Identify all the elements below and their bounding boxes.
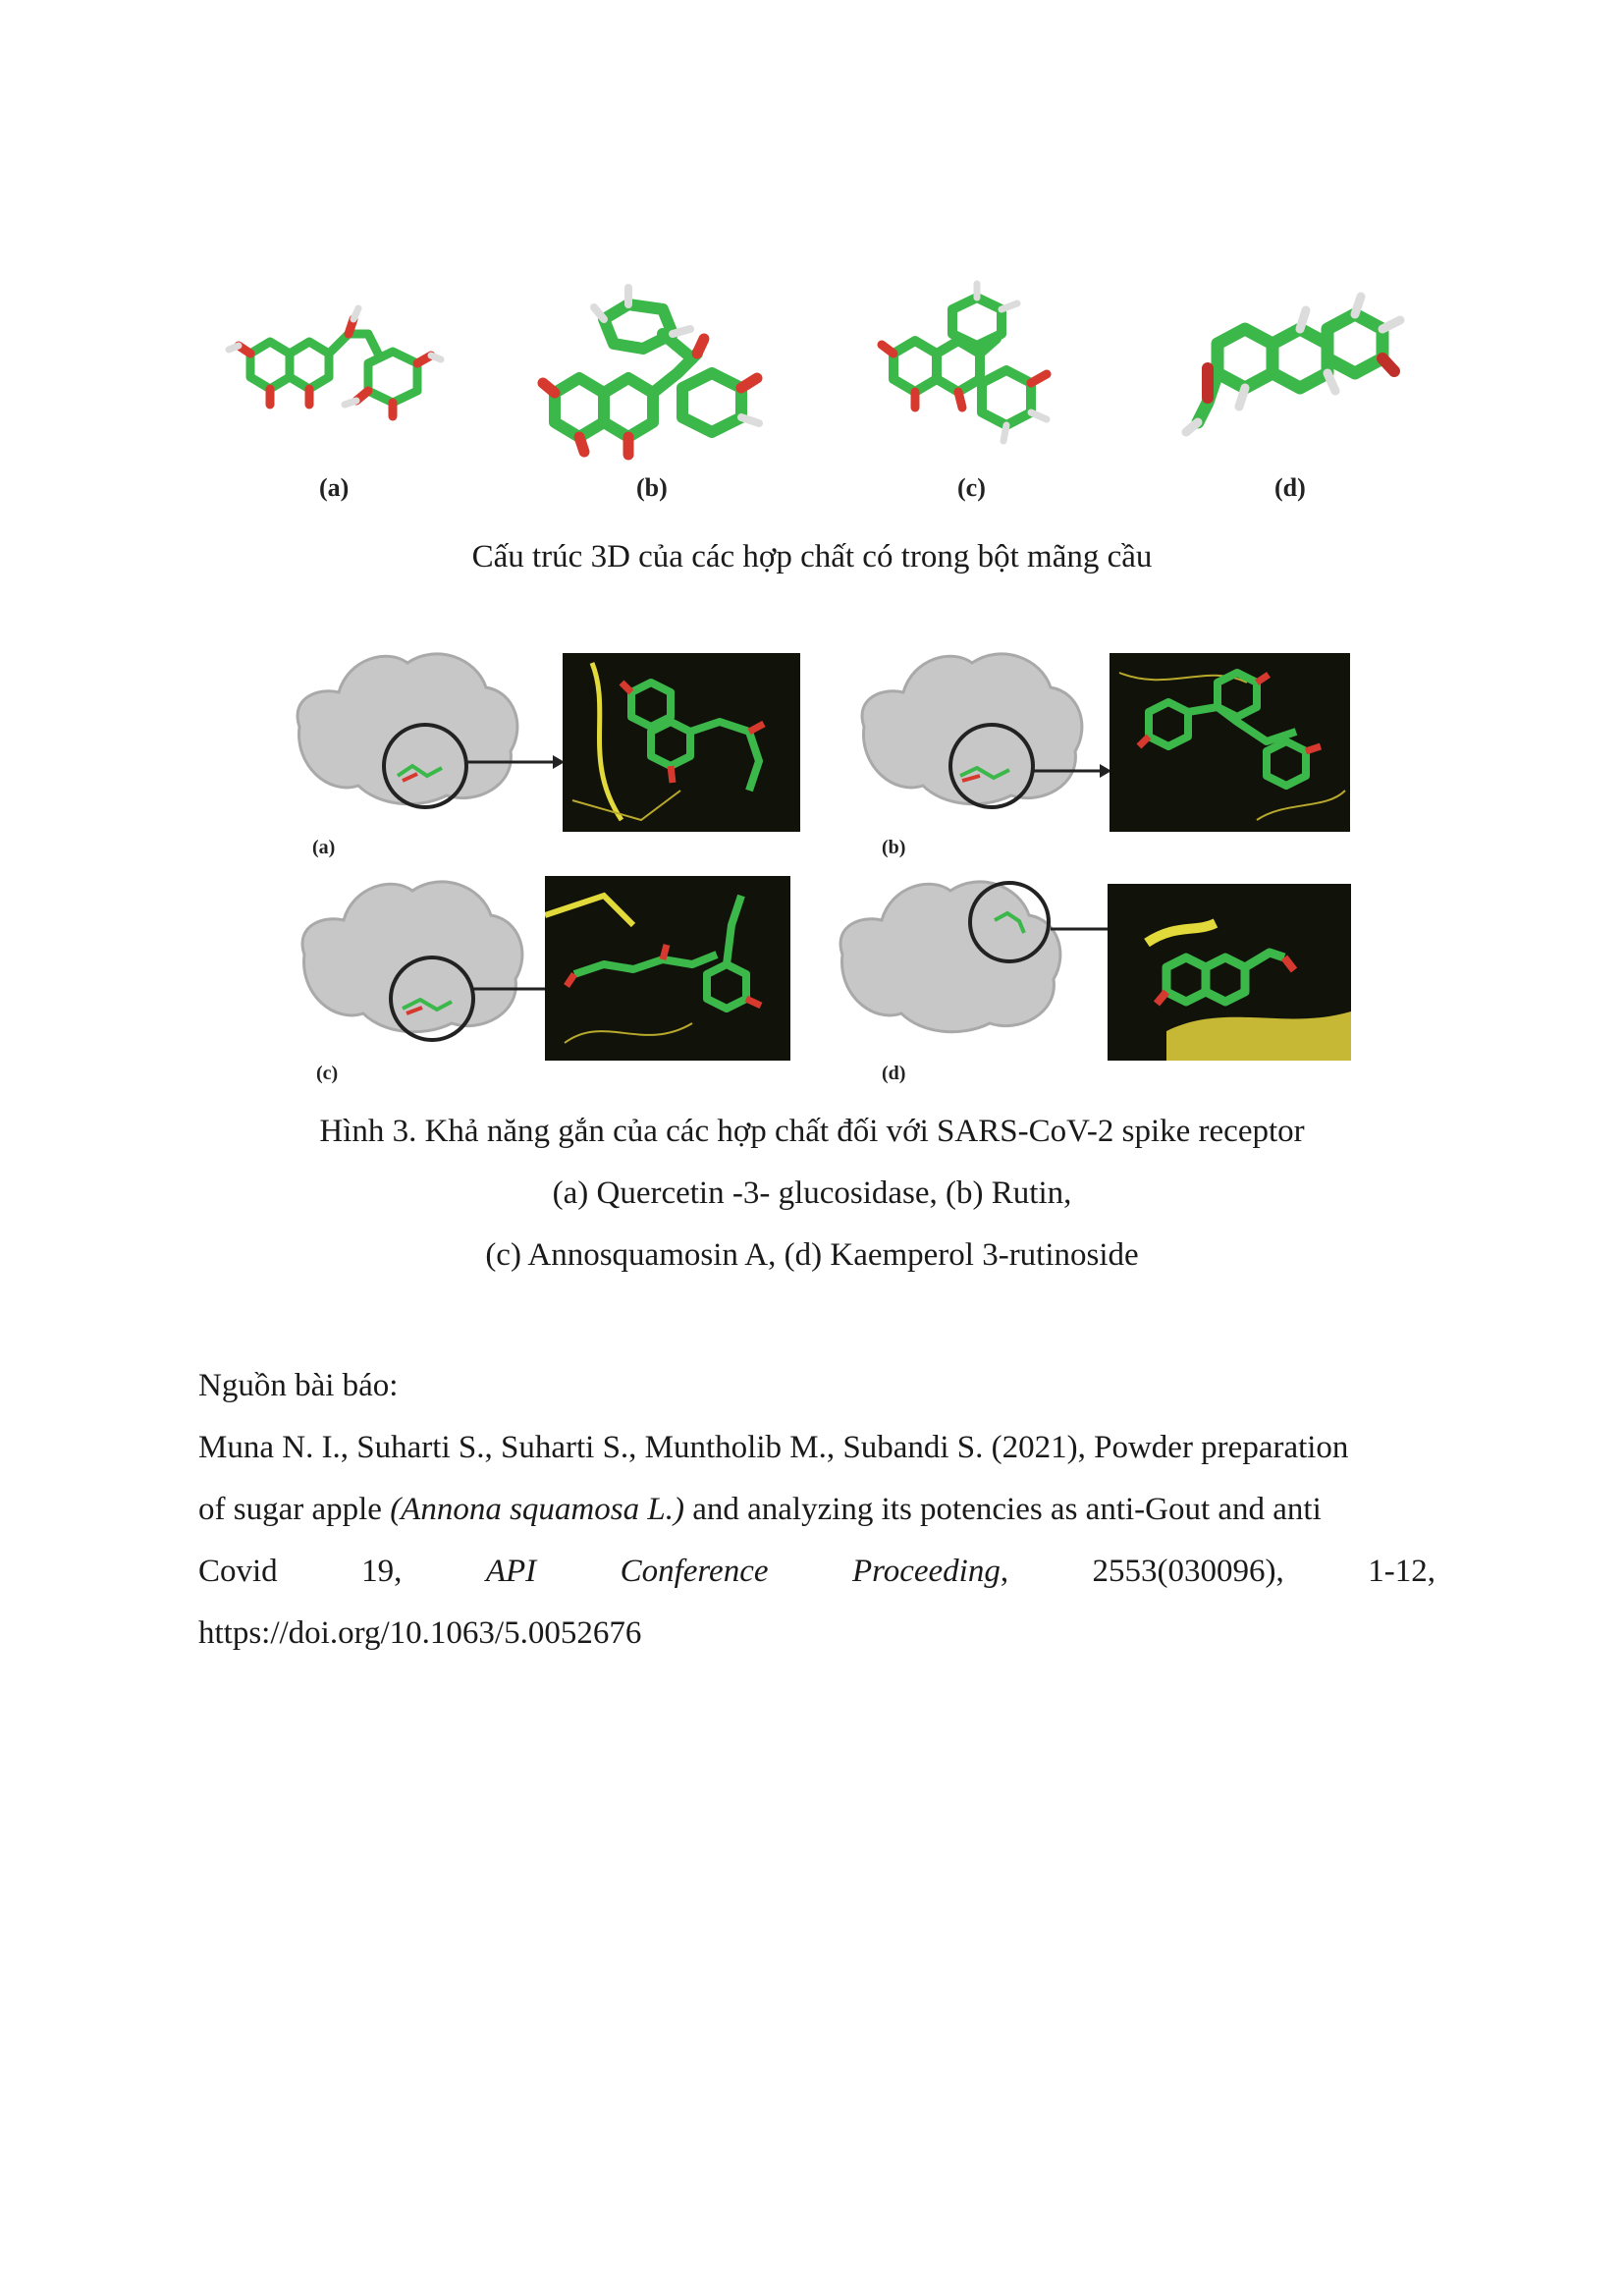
reference-line2-pre: of sugar apple — [198, 1492, 391, 1527]
protein-surface-d-image — [823, 866, 1078, 1043]
reference-heading: Nguồn bài báo: — [198, 1368, 399, 1403]
figure2-caption-line1: Hình 3. Khả năng gắn của các hợp chất đối với SARS-CoV-2 spike receptor — [319, 1114, 1305, 1149]
figure2-caption-line3: (c) Annosquamosin A, (d) Kaemperol 3-rutinoside — [485, 1237, 1139, 1273]
reference-section — [198, 1355, 1435, 1665]
arrow-a — [466, 752, 565, 772]
reference-word: 1-12, — [1368, 1554, 1435, 1589]
reference-journal-word: Conference — [620, 1554, 769, 1589]
arrow-b — [1033, 761, 1111, 781]
figure2-label-c: (c) — [316, 1063, 339, 1084]
reference-line-1: Muna N. I., Suharti S., Suharti S., Muntholib M., Subandi S. (2021), Powder preparation — [198, 1430, 1349, 1465]
figure1-label-b: (b) — [636, 473, 668, 502]
arrow-c — [473, 979, 547, 999]
reference-journal-word: API — [485, 1554, 537, 1589]
reference-journal-word: Proceeding, — [851, 1554, 1009, 1589]
figure1-label-c: (c) — [957, 473, 986, 502]
figure1-label-a: (a) — [319, 473, 350, 502]
figure2-label-a: (a) — [312, 837, 336, 858]
reference-word: 19, — [361, 1554, 403, 1589]
figure2-caption-line2: (a) Quercetin -3- glucosidase, (b) Rutin, — [552, 1175, 1072, 1211]
docking-panel-b — [1110, 653, 1350, 832]
protein-surface-a-image — [280, 638, 535, 815]
reference-line2-post: and analyzing its potencies as anti-Gout and anti — [683, 1492, 1322, 1527]
protein-surface-b-image — [844, 638, 1100, 815]
figure2-label-b: (b) — [882, 837, 906, 858]
reference-doi-link[interactable]: https://doi.org/10.1063/5.0052676 — [198, 1615, 642, 1651]
reference-species: (Annona squamosa L.) — [390, 1492, 684, 1527]
reference-word: Covid — [198, 1554, 278, 1589]
arrow-d — [1051, 919, 1110, 939]
molecule-a-image — [221, 295, 447, 432]
figure1-caption: Cấu trúc 3D của các hợp chất có trong bột mãng cầu — [471, 539, 1153, 574]
molecule-d-image — [1178, 275, 1414, 452]
reference-word: 2553(030096), — [1092, 1554, 1284, 1589]
molecule-b-image — [535, 280, 771, 462]
reference-line-2 — [198, 1479, 1435, 1541]
docking-panel-c — [545, 876, 790, 1061]
figure2-label-d: (d) — [882, 1063, 906, 1084]
protein-surface-c-image — [285, 866, 540, 1043]
reference-line-3 — [198, 1541, 1435, 1603]
figure1-label-d: (d) — [1274, 473, 1306, 502]
molecule-c-image — [874, 280, 1070, 457]
reference-proceeding: Proceeding — [851, 1554, 1001, 1589]
docking-panel-d — [1108, 884, 1351, 1061]
docking-panel-a — [563, 653, 800, 832]
